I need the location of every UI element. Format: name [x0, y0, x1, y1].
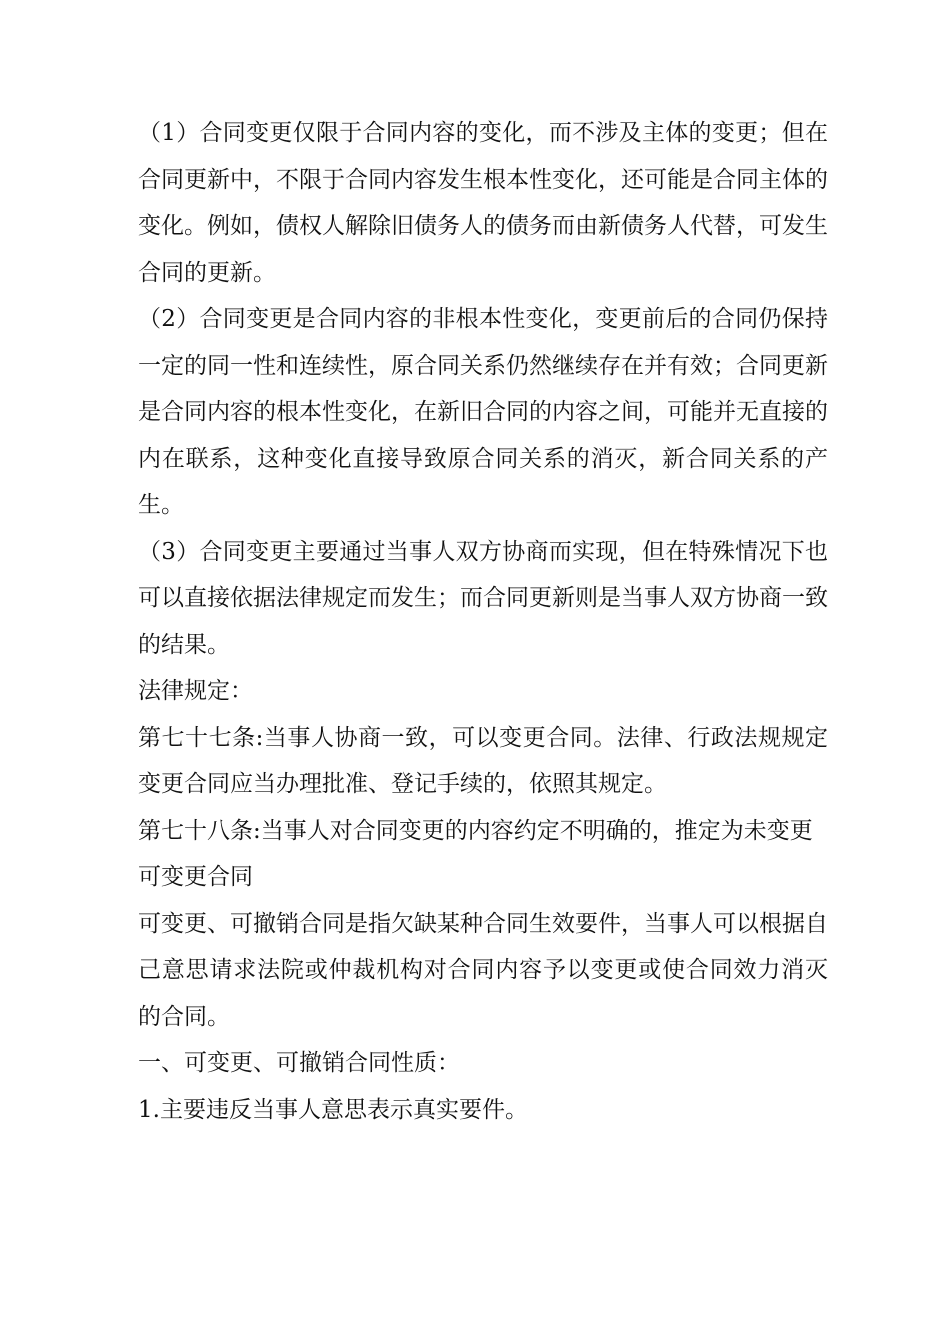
- paragraph-change-vs-renewal-1: （1）合同变更仅限于合同内容的变化，而不涉及主体的变更；但在合同更新中，不限于合同内容发生根本性变化，还可能是合同主体的变化。例如，债权人解除旧债务人的债务而由新债务人代替，可发生合同的更新。: [138, 120, 828, 286]
- paragraph-modifiable-contract-definition: 可变更、可撤销合同是指欠缺某种合同生效要件，当事人可以根据自己意思请求法院或仲裁机构对合同内容予以变更或使合同效力消灭 的合同。: [138, 910, 836, 1030]
- paragraph-change-vs-renewal-2: （2）合同变更是合同内容的非根本性变化，变更前后的合同仍保持一定的同一性和连续性，原合同关系仍然继续存在并有效；合同更新是合同内容的根本性变化，在新旧合同的内容之间，可能并无直接的内在联系，这种变化直接导致原合同关系的消灭，新合同关系的产生。: [138, 306, 828, 518]
- paragraph-modifiable-contract-heading: 可变更合同: [138, 864, 253, 890]
- paragraph-article-77: 第七十七条:当事人协商一致，可以变更合同。法律、行政法规规定变更合同应当办理批准、登记手续的，依照其规定。: [138, 724, 828, 797]
- paragraph-point-one: 1.主要违反当事人意思表示真实要件。: [138, 1096, 528, 1123]
- paragraph-article-78: 第七十八条:当事人对合同变更的内容约定不明确的，推定为未变更: [138, 817, 813, 844]
- paragraph-legal-provisions-heading: 法律规定：: [138, 678, 253, 704]
- document-body: [138, 110, 836, 1133]
- paragraph-change-vs-renewal-3: （3）合同变更主要通过当事人双方协商而实现，但在特殊情况下也可以直接依据法律规定而发生；而合同更新则是当事人双方协商一致的结果。: [138, 538, 828, 658]
- paragraph-section-one-heading: 一、可变更、可撤销合同性质：: [138, 1050, 460, 1076]
